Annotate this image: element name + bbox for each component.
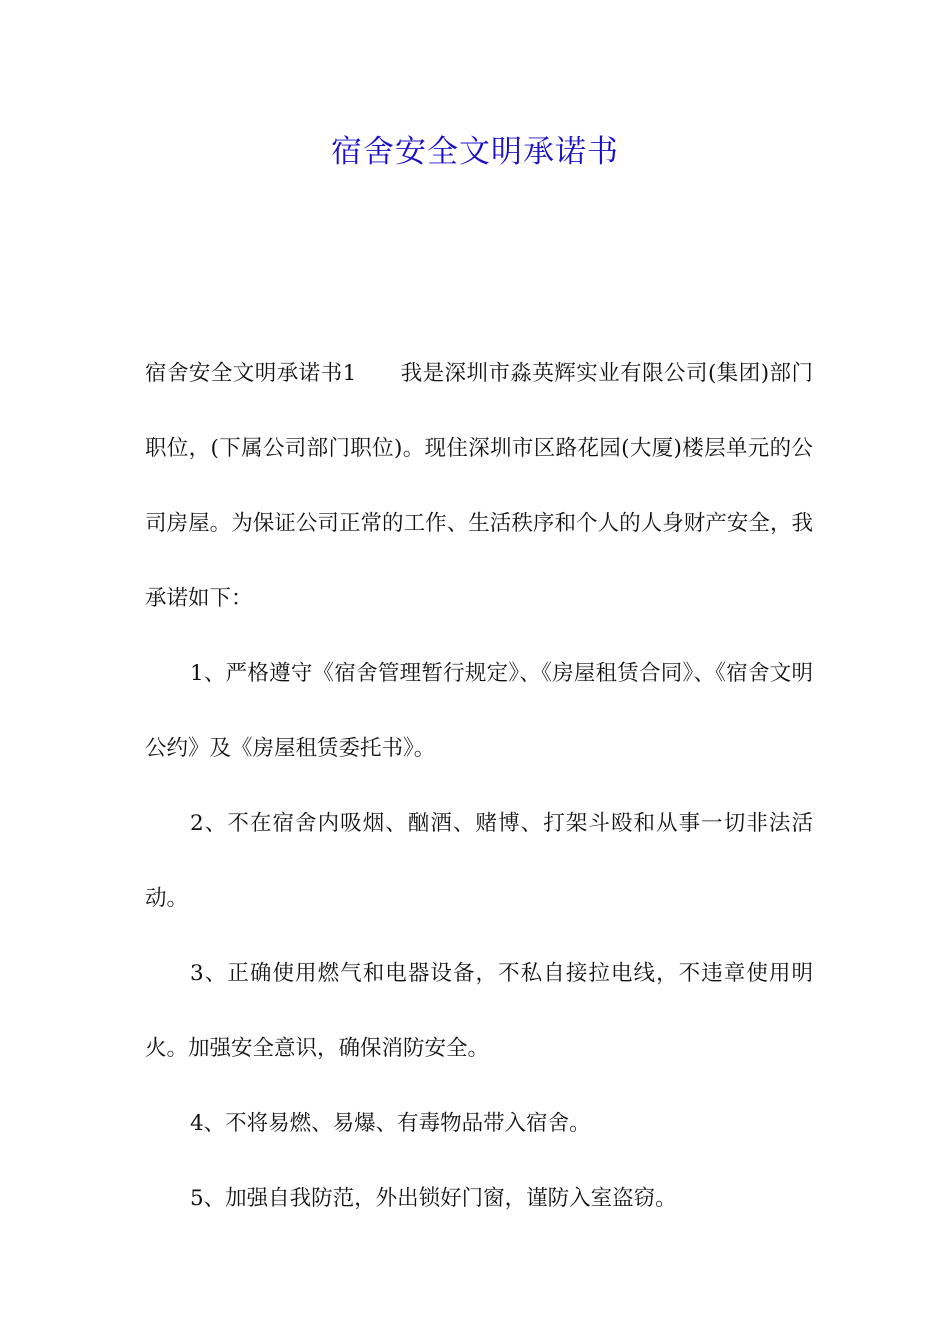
commitment-item-4: 4、不将易燃、易爆、有毒物品带入宿舍。	[190, 1111, 591, 1136]
commitment-item-3: 3、正确使用燃气和电器设备，不私自接拉电线，不违章使用明火。加强安全意识，确保消防安全。	[145, 961, 813, 1061]
document-body	[145, 336, 813, 1236]
document-title: 宿舍安全文明承诺书	[331, 134, 619, 170]
intro-paragraph: 宿舍安全文明承诺书1 我是深圳市淼英辉实业有限公司(集团)部门职位，(下属公司部门职位)。现住深圳市区路花园(大厦)楼层单元的公司房屋。为保证公司正常的工作、生活秩序和个人的人身财产安全，我承诺如下：	[145, 361, 813, 611]
commitment-item-2: 2、不在宿舍内吸烟、酗酒、赌博、打架斗殴和从事一切非法活动。	[145, 811, 813, 911]
commitment-item-1: 1、严格遵守《宿舍管理暂行规定》、《房屋租赁合同》、《宿舍文明公约》及《房屋租赁委托书》。	[145, 661, 813, 761]
commitment-item-5: 5、加强自我防范，外出锁好门窗，谨防入室盗窃。	[190, 1186, 677, 1211]
